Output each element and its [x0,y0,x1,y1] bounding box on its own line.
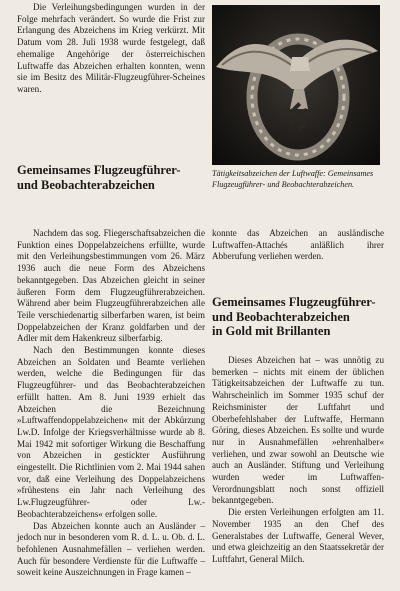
section2-heading [212,295,392,339]
intro-column [17,2,205,96]
section1-heading-line2: und Beobachterabzeichen [17,177,155,192]
section1-paragraph-1: Nachdem das sog. Fliegerschaftsabzeichen die Funktion eines Doppelabzeichens erfüllte, wurde mit den Verleihungsbestimmungen vom 26. März 1936 auch die neue Form des Abzeichens bekanntgegeben. Das Abzeichen gleicht in seiner äußeren Form dem Flugzeugführerabzeichen. Während aber beim Flugzeugführerabzeichen alle Teile verschiedenartig silberfarben waren, ist beim Doppelabzeichen der Kranz goldfarben und der Adler mit dem Hakenkreuz silberfarbig. [17,228,205,344]
section2-heading-line2: und Beobachterabzeichen [212,309,350,324]
section2-body [212,355,384,566]
badge-photo [212,5,380,165]
swastika-shape [283,101,314,132]
section1-paragraph-2: Nach den Bestimmungen konnte dieses Abzeichen an Soldaten und Beamte verliehen werden, welche die Bedingungen für das Flugzeugführer- und das Beobachterabzeichen erfüllt hatten. Am 8. Juni 1939 erhielt das Abzeichen die Bezeichnung »Luftwaffendoppelabzeichen« mit der Abkürzung Lw.D. Infolge der Kriegsverhältnisse wurde ab 8. Mai 1942 mit sofortiger Wirkung die Beschaffung von Abzeichen in gestickter Ausführung eingestellt. Die Richtlinien vom 2. Mai 1944 sahen vor, daß eine Verleihung des Doppelabzeichens »frühestens ein Jahr nach Verleihung des Lw.Flugzeugführer- oder Lw.-Beobachterabzeichens« erfolgen solle. [17,345,205,519]
section1-heading [17,163,205,192]
figure-caption: Tätigkeitsabzeichen der Luftwaffe: Gemeinsames Flugzeugführer- und Beobachterabzeichen. [212,169,374,189]
section1-heading-line1: Gemeinsames Flugzeugführer- [17,163,181,177]
section1-body [17,228,205,579]
section2-heading-line3: in Gold mit Brillanten [212,324,331,338]
section1-paragraph-3-continued: konnte das Abzeichen an ausländische Luftwaffen-Attachés anläßlich ihrer Abberufung verliehen werden. [212,228,384,262]
section2-paragraph-1: Dieses Abzeichen hat – was unnötig zu bemerken – nichts mit einem der üblichen Tätigkeitsabzeichen der Luftwaffe zu tun. Wahrscheinlich im Sommer 1935 schuf der Reichsminister der Luftfahrt und Oberbefehlshaber der Luftwaffe, Hermann Göring, dieses Abzeichen. Es sollte und wurde nur in Ausnahmefällen »ehrenhalber« verliehen, und zwar sowohl an Deutsche wie auch an Ausländer. Stiftung und Verleihung wurden weder im Luftwaffen-Verordnungsblatt noch sonst offiziell bekanntgegeben. [212,355,384,506]
eagle-shape [216,40,378,109]
section1-continuation [212,228,384,263]
intro-paragraph: Die Verleihungsbedingungen wurden in der Folge mehrfach verändert. So wurde die Frist zur Erlangung des Abzeichens im Krieg verkürzt. Mit Datum vom 28. Juli 1938 wurde festgelegt, daß ehemalige Angehörige der österreichischen Luftwaffe das Abzeichen erhalten konnten, wenn sie im Besitz des Militär-Flugzeugführer-Scheines waren. [17,2,205,94]
section2-heading-line1: Gemeinsames Flugzeugführer- [212,295,376,309]
section2-paragraph-2: Die ersten Verleihungen erfolgten am 11. November 1935 an den Chef des Generalstabes der Luftwaffe, General Wever, und etwa gleichzeitig an den Staatssekretär der Luftfahrt, General Milch. [212,507,384,564]
eagle-badge-image [212,5,380,165]
section1-paragraph-3: Das Abzeichen konnte auch an Ausländer – jedoch nur in besonderen vom R. d. L. u. Ob. d. L. befohlenen Ausnahmefällen – verliehen werden. Auch für besondere Verdienste für die Luftwaffe – soweit keine Auszeichnungen in Frage kamen – [17,520,205,578]
